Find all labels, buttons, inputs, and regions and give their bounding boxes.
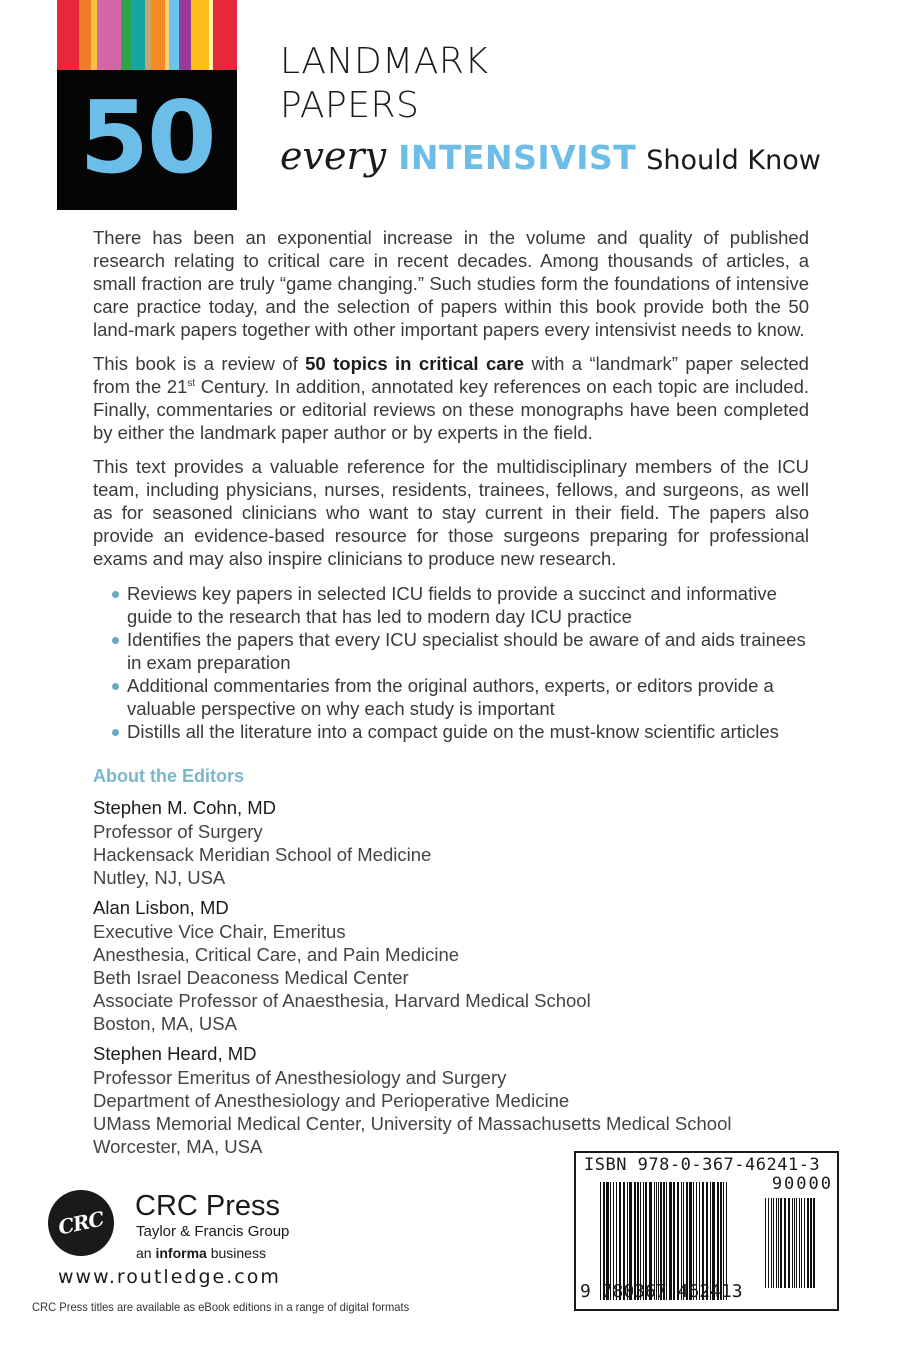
editor-affiliation: Hackensack Meridian School of Medicine [93, 844, 432, 865]
feature-text: Identifies the papers that every ICU specialist should be aware of and aids trainees in exam preparation [127, 629, 806, 673]
ean-digits: 9 780367 462413 [580, 1281, 743, 1302]
price-addon-code: 90000 [771, 1174, 833, 1194]
editor-name: Stephen Heard, MD [93, 1043, 257, 1064]
editor-affiliation: Anesthesia, Critical Care, and Pain Medicine [93, 944, 460, 965]
color-stripe [179, 0, 191, 70]
informa-bold: informa [155, 1245, 207, 1261]
publisher-group: Taylor & Francis Group [136, 1223, 290, 1240]
blurb [93, 226, 809, 743]
paragraph-review [93, 352, 809, 444]
editor-affiliation: Associate Professor of Anaesthesia, Harvard Medical School [93, 990, 591, 1011]
para2-text-start: This book is a review of [93, 353, 306, 374]
color-stripe [151, 0, 165, 70]
editor-name: Stephen M. Cohn, MD [93, 797, 277, 818]
color-stripe [213, 0, 237, 70]
editor-affiliation: Executive Vice Chair, Emeritus [93, 921, 346, 942]
title-line-papers: PAPERS [280, 85, 420, 126]
editor-heard [93, 1042, 813, 1158]
bullet-icon [112, 729, 119, 736]
para2-superscript: st [187, 377, 196, 389]
editor-affiliation: Nutley, NJ, USA [93, 867, 226, 888]
color-stripe [121, 0, 131, 70]
informa-prefix: an [136, 1245, 156, 1261]
color-stripe [79, 0, 91, 70]
editor-affiliation: Professor of Surgery [93, 821, 263, 842]
paragraph-audience: This text provides a valuable reference for the multidisciplinary members of the ICU team, including physicians, nurses, residents, trainees, fellows, and surgeons, as well as for seasoned clinicians who want to stay current in their field. The papers also provide an evidence-based resource for those surgeons preparing for professional exams and may also inspire clinicians to produce new research. [93, 456, 809, 569]
editor-affiliation: Department of Anesthesiology and Perioperative Medicine [93, 1090, 570, 1111]
title-should-know: Should Know [646, 145, 821, 176]
about-editors [93, 764, 813, 1165]
publisher-informa [136, 1244, 266, 1262]
editor-lisbon [93, 896, 813, 1035]
title-intensivist: INTENSIVIST [398, 138, 637, 177]
publisher-url-link[interactable]: www.routledge.com [58, 1266, 281, 1288]
fifty-number: 50 [79, 79, 215, 196]
about-heading: About the Editors [93, 766, 244, 786]
color-stripe [97, 0, 121, 70]
editor-affiliation: UMass Memorial Medical Center, University of Massachusetts Medical School [93, 1113, 732, 1134]
color-stripe [191, 0, 209, 70]
para2-text-mid: with a “landmark” paper selected from the 21 [93, 353, 809, 397]
feature-item [107, 720, 809, 743]
feature-text: Additional commentaries from the original authors, experts, or editors provide a valuable perspective on why each study is important [127, 675, 774, 719]
barcode-addon-bars [765, 1198, 835, 1288]
crc-logo-text: CRC [56, 1206, 106, 1240]
editor-affiliation: Beth Israel Deaconess Medical Center [93, 967, 409, 988]
color-stripe [169, 0, 179, 70]
bullet-icon [112, 637, 119, 644]
editor-affiliation: Boston, MA, USA [93, 1013, 237, 1034]
color-stripe [131, 0, 145, 70]
editor-affiliation: Professor Emeritus of Anesthesiology and Surgery [93, 1067, 507, 1088]
para2-text-end: Century. In addition, annotated key references on each topic are included. Finally, commentaries or editorial reviews on these monographs have been completed by either the landmark paper author or by experts in the field. [93, 376, 810, 443]
title-line-subtitle [280, 134, 821, 178]
editor-affiliation: Worcester, MA, USA [93, 1136, 263, 1157]
para2-bold-topics: 50 topics in critical care [305, 353, 525, 374]
informa-suffix: business [206, 1245, 266, 1261]
crc-logo-icon [48, 1190, 114, 1256]
ebook-note: CRC Press titles are available as eBook editions in a range of digital formats [32, 1300, 410, 1314]
feature-item [107, 582, 809, 628]
bullet-icon [112, 683, 119, 690]
color-stripe [57, 0, 79, 70]
color-stripes [57, 0, 237, 70]
paragraph-intro: There has been an exponential increase in the volume and quality of published research relating to critical care in recent decades. Among thousands of articles, a small fraction are truly “game changing.” Such studies form the foundations of intensive care practice today, and the selection of papers within this book provide both the 50 land-mark papers together with other important papers every intensivist needs to know. [93, 227, 809, 340]
feature-list [107, 582, 809, 743]
title-line-landmark: LANDMARK [280, 41, 489, 82]
book-title [280, 40, 821, 178]
publisher-name: CRC Press [135, 1190, 281, 1222]
series-logo [57, 0, 237, 210]
editor-cohn [93, 796, 813, 889]
bullet-icon [112, 591, 119, 598]
fifty-badge [57, 70, 237, 210]
editor-name: Alan Lisbon, MD [93, 897, 229, 918]
feature-text: Distills all the literature into a compact guide on the must-know scientific articles [127, 721, 779, 742]
isbn-barcode [574, 1151, 839, 1311]
feature-text: Reviews key papers in selected ICU fields to provide a succinct and informative guide to the research that has led to modern day ICU practice [127, 583, 777, 627]
title-every: every [280, 134, 387, 178]
feature-item [107, 628, 809, 674]
feature-item [107, 674, 809, 720]
isbn-label: ISBN 978-0-367-46241-3 [584, 1155, 821, 1175]
